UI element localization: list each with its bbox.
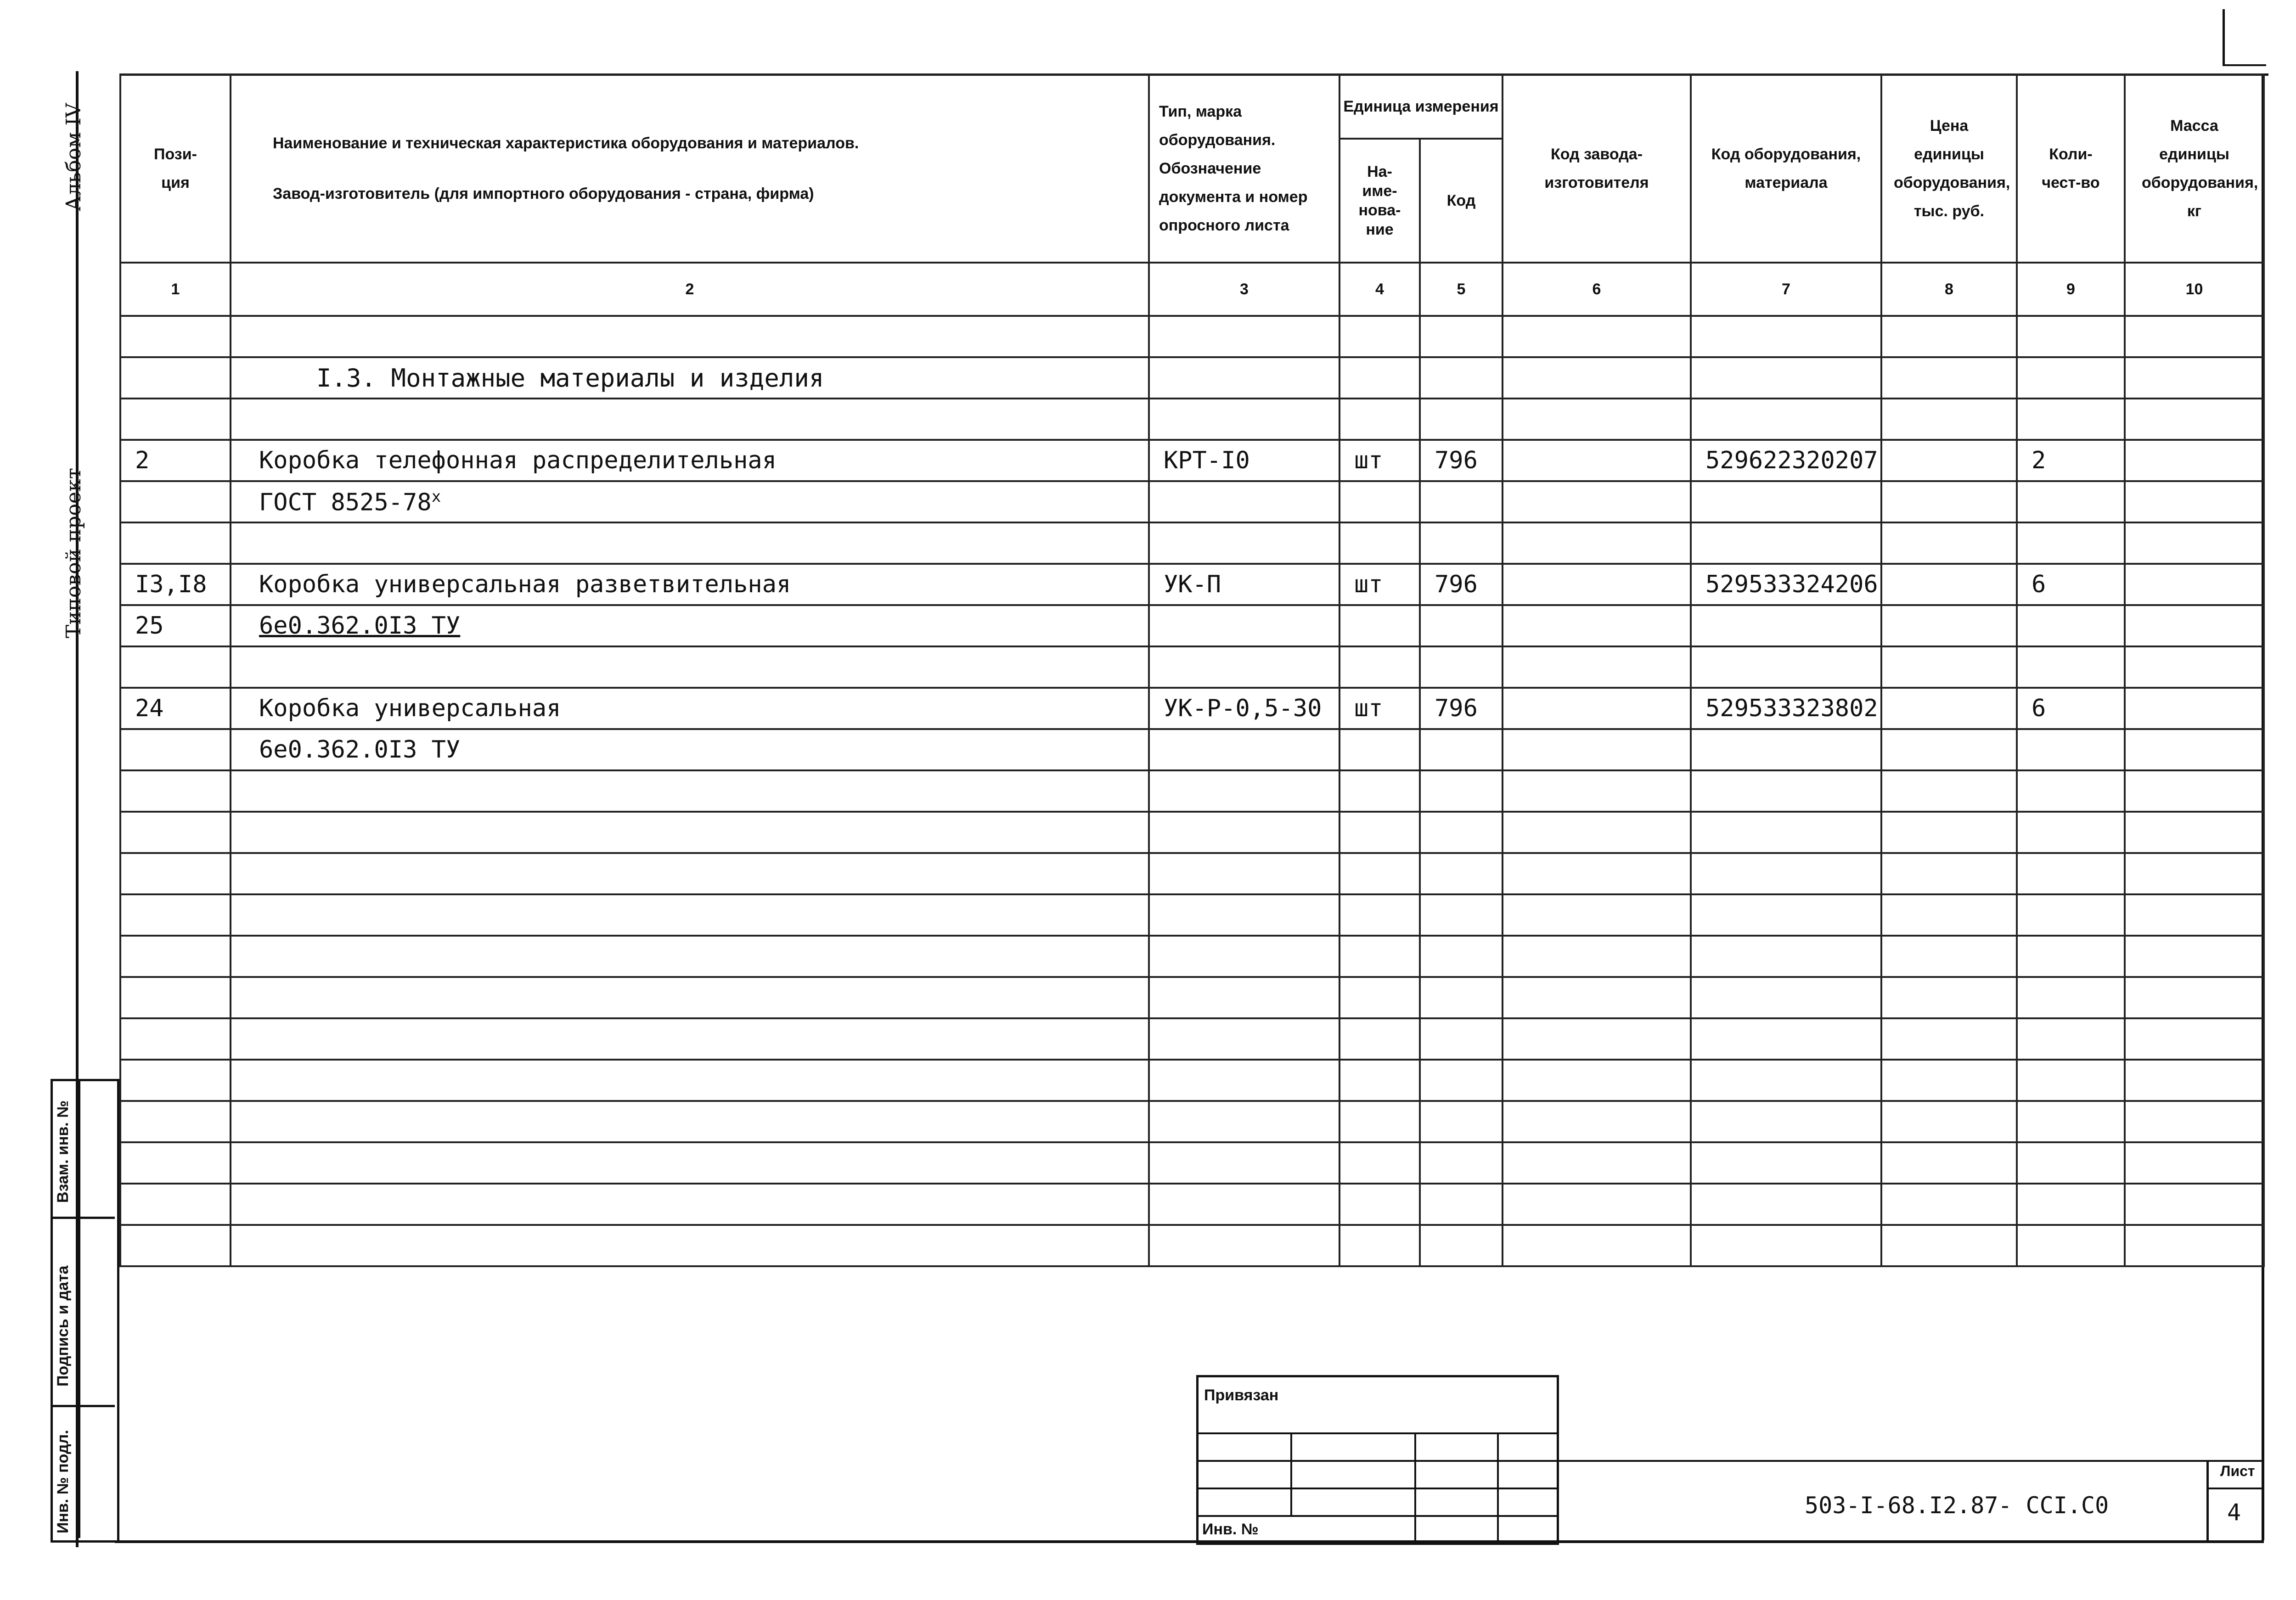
header-equipment-code: Код оборудования, материала <box>1691 74 1881 263</box>
section-row <box>120 357 2264 399</box>
table-row <box>120 481 2264 522</box>
item-name: Коробка универсальная разветвительная <box>231 564 1149 605</box>
column-number-row <box>120 263 2264 316</box>
item-equipment-code: 529533323802 <box>1691 688 1881 729</box>
item-equipment-code: 529533324206 <box>1691 564 1881 605</box>
side-stamp-signature: Подпись и дата <box>54 1265 72 1387</box>
header-factory-code: Код завода-изготовителя <box>1503 74 1691 263</box>
header-position: Пози- ция <box>120 74 231 263</box>
table-row <box>120 646 2264 688</box>
column-number: 4 <box>1339 263 1420 316</box>
side-stamp-divider <box>51 1405 115 1407</box>
column-number: 5 <box>1420 263 1503 316</box>
table-row <box>120 1060 2264 1101</box>
item-name: Коробка универсальная <box>231 688 1149 729</box>
item-unit-code: 796 <box>1420 440 1503 481</box>
table-row <box>120 853 2264 894</box>
item-position: 25 <box>120 605 231 646</box>
item-position: 2 <box>120 440 231 481</box>
item-position: 24 <box>120 688 231 729</box>
stamp-bound-label: Привязан <box>1204 1387 1279 1404</box>
item-specification: 6е0.362.0I3 ТУ <box>231 605 1149 646</box>
table-row <box>120 440 2264 481</box>
item-type: УК-Р-0,5-30 <box>1149 688 1339 729</box>
table-row <box>120 936 2264 977</box>
header-unit-code: Код <box>1420 139 1503 263</box>
frame-bottom <box>115 1540 2264 1543</box>
column-number: 9 <box>2017 263 2125 316</box>
header-unit-name: На-име-нова-ние <box>1339 139 1420 263</box>
item-specification: 6е0.362.0I3 ТУ <box>231 729 1149 770</box>
item-quantity: 6 <box>2017 564 2125 605</box>
binding-stamp <box>1196 1375 1559 1545</box>
column-number: 1 <box>120 263 231 316</box>
table-row <box>120 605 2264 646</box>
album-label: Альбом IV <box>62 103 85 211</box>
column-number: 8 <box>1881 263 2017 316</box>
item-unit: шт <box>1339 564 1420 605</box>
item-standard: ГОСТ $8525-78^х$ <box>231 481 1149 522</box>
table-row <box>120 894 2264 936</box>
sheet-number: 4 <box>2227 1499 2241 1526</box>
side-stamp-replace-inv: Взам. инв. № <box>54 1100 72 1203</box>
header-name: Наименование и техническая характеристика оборудования и материалов. Завод-изготовитель (для импортного оборудования - страна, фирма) <box>231 74 1149 263</box>
table-row <box>120 399 2264 440</box>
item-equipment-code: 529622320207 <box>1691 440 1881 481</box>
side-stamp-inv-orig: Инв. № подл. <box>54 1430 72 1533</box>
header-mass: Масса единицы оборудования, кг <box>2125 74 2264 263</box>
item-unit: шт <box>1339 440 1420 481</box>
item-name: Коробка телефонная распределительная <box>231 440 1149 481</box>
header-unit-group: Единица измерения <box>1339 74 1503 139</box>
table-row <box>120 812 2264 853</box>
table-row <box>120 729 2264 770</box>
table-row <box>120 1142 2264 1184</box>
item-type: УК-П <box>1149 564 1339 605</box>
item-unit-code: 796 <box>1420 564 1503 605</box>
frame-left <box>76 71 79 1547</box>
table-row <box>120 522 2264 564</box>
column-number: 2 <box>231 263 1149 316</box>
document-number: 503-I-68.I2.87- ССI.С0 <box>1805 1492 2109 1519</box>
item-type: КРТ-I0 <box>1149 440 1339 481</box>
table-row <box>120 1225 2264 1266</box>
table-row <box>120 977 2264 1018</box>
column-number: 6 <box>1503 263 1691 316</box>
table-row <box>120 770 2264 812</box>
table-row <box>120 316 2264 357</box>
item-position: I3,I8 <box>120 564 231 605</box>
header-price: Цена единицы оборудования, тыс. руб. <box>1881 74 2017 263</box>
title-block-line <box>1554 1460 2264 1462</box>
stamp-inv-label: Инв. № <box>1202 1521 1259 1538</box>
item-unit-code: 796 <box>1420 688 1503 729</box>
table-row <box>120 688 2264 729</box>
corner-mark <box>2223 9 2266 66</box>
item-unit: шт <box>1339 688 1420 729</box>
specification-table <box>119 73 2265 1267</box>
table-row <box>120 1101 2264 1142</box>
column-number: 10 <box>2125 263 2264 316</box>
sheet-label: Лист <box>2220 1463 2255 1479</box>
header-type: Тип, марка оборудования. Обозначение документа и номер опросного листа <box>1149 74 1339 263</box>
side-stamp-divider <box>51 1217 115 1219</box>
item-quantity: 6 <box>2017 688 2125 729</box>
sheet-box <box>2206 1460 2264 1540</box>
table-row <box>120 1018 2264 1060</box>
table-row <box>120 1184 2264 1225</box>
header-quantity: Коли-чест-во <box>2017 74 2125 263</box>
item-quantity: 2 <box>2017 440 2125 481</box>
project-type-label: Типовой проект <box>62 468 85 638</box>
column-number: 7 <box>1691 263 1881 316</box>
section-title: I.3. Монтажные материалы и изделия <box>231 357 1149 399</box>
column-number: 3 <box>1149 263 1339 316</box>
table-row <box>120 564 2264 605</box>
